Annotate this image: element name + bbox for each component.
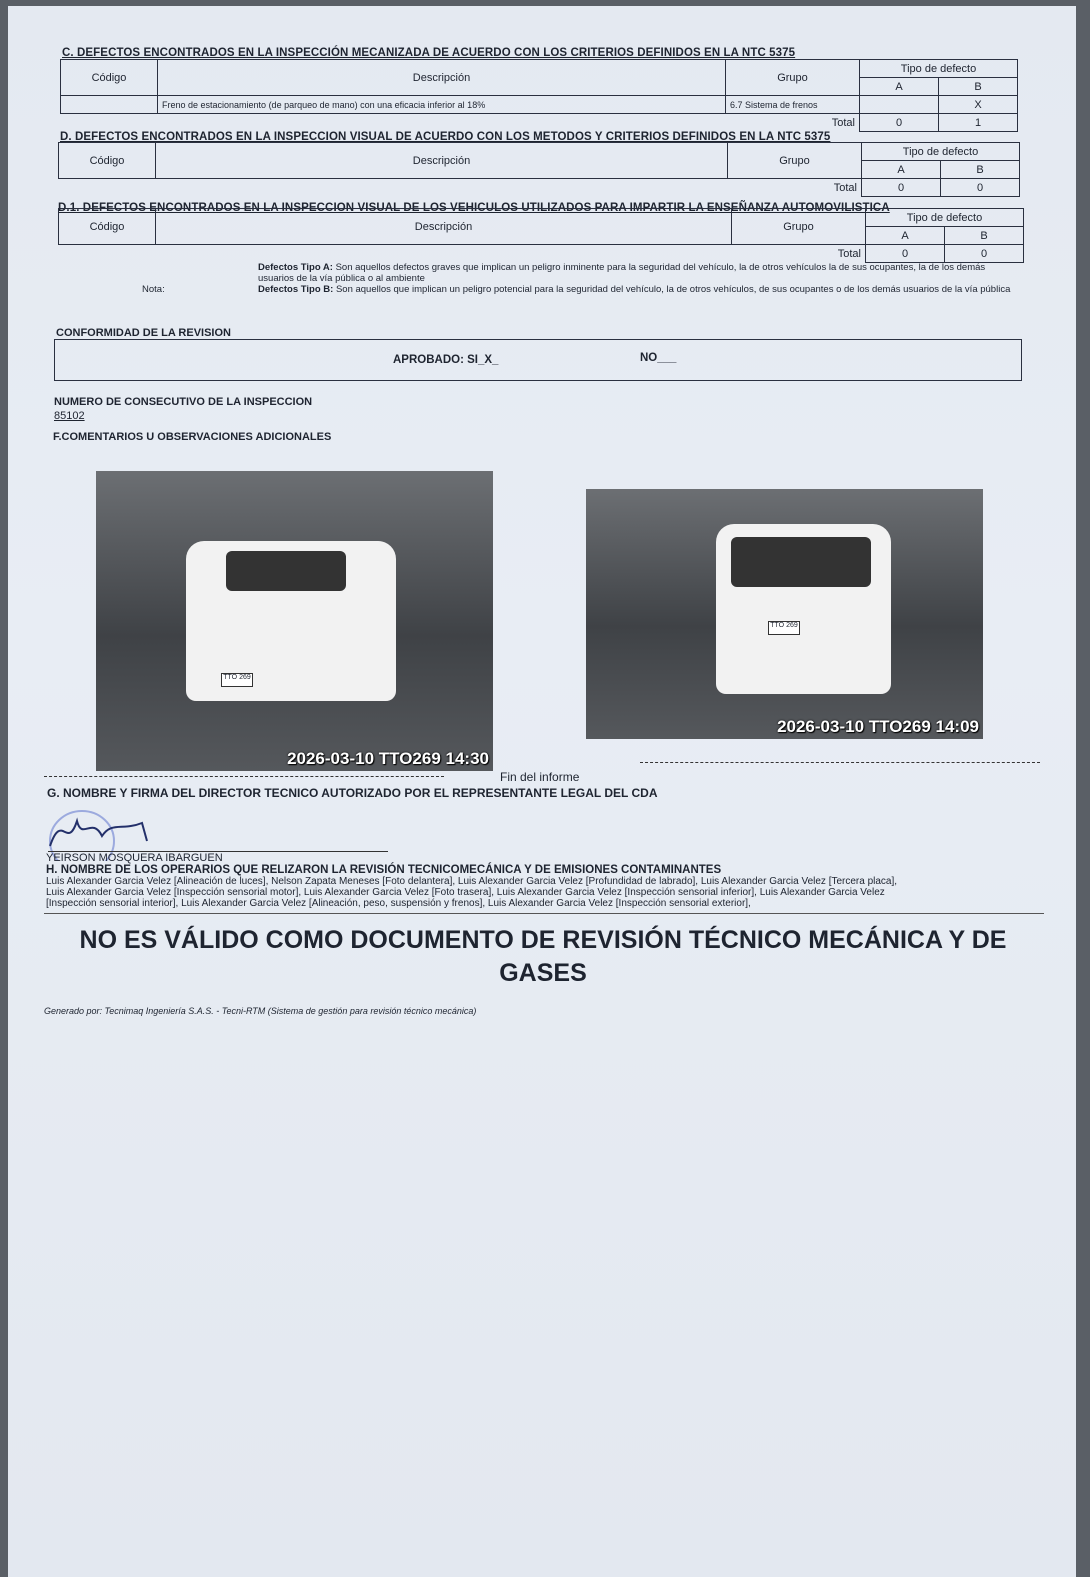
header-tipo: Tipo de defecto — [866, 209, 1024, 227]
director-title: G. NOMBRE Y FIRMA DEL DIRECTOR TECNICO AUTORIZADO POR EL REPRESENTANTE LEGAL DEL CDA — [47, 786, 658, 800]
conformidad-box — [54, 339, 1022, 381]
header-descripcion: Descripción — [156, 143, 728, 179]
divider — [640, 762, 1040, 763]
tipo-a-text: Son aquellos defectos graves que implican un peligro inminente para la seguridad del vehículo, la de otros vehículos la de sus ocupantes, la de los demás usuarios de la vía pública o al ambiente — [258, 262, 986, 284]
header-tipo: Tipo de defecto — [862, 143, 1020, 161]
conformidad-title: CONFORMIDAD DE LA REVISION — [56, 327, 231, 339]
header-b: B — [945, 227, 1024, 245]
photo-timestamp: 2026-03-10 TTO269 14:09 — [777, 717, 979, 736]
plate: TTO 269 — [221, 673, 253, 687]
document-page — [8, 6, 1076, 1577]
header-codigo: Código — [59, 209, 156, 245]
section-d1-title: D.1. DEFECTOS ENCONTRADOS EN LA INSPECCION VISUAL DE LOS VEHICULOS UTILIZADOS PARA IMPARTIR LA ENSEÑANZA AUTOMOVILISTICA — [58, 202, 890, 214]
nota-text — [258, 262, 1018, 295]
total-b: 1 — [939, 114, 1018, 132]
header-grupo: Grupo — [728, 143, 862, 179]
total-a: 0 — [860, 114, 939, 132]
nota-label: Nota: — [142, 284, 165, 295]
operarios-title: H. NOMBRE DE LOS OPERARIOS QUE RELIZARON LA REVISIÓN TECNICOMECÁNICA Y DE EMISIONES CONTAMINANTES — [46, 864, 722, 876]
director-name: YEIRSON MOSQUERA IBARGUEN — [46, 852, 223, 864]
plate: TTO 269 — [768, 621, 800, 635]
tipo-b-text: Son aquellos que implican un peligro potencial para la seguridad del vehículo, la de otros vehículos, de sus ocupantes o de los demás usuarios de la vía pública — [333, 284, 1011, 295]
header-grupo: Grupo — [726, 60, 860, 96]
header-b: B — [939, 78, 1018, 96]
total-b: 0 — [945, 245, 1024, 263]
consecutivo-label: NUMERO DE CONSECUTIVO DE LA INSPECCION — [54, 396, 313, 408]
fin-informe: Fin del informe — [500, 770, 580, 784]
header-b: B — [941, 161, 1020, 179]
front-photo — [96, 471, 493, 771]
cell-grupo: 6.7 Sistema de frenos — [726, 96, 860, 114]
table-row — [61, 96, 1018, 114]
header-descripcion: Descripción — [156, 209, 732, 245]
section-d-title: D. DEFECTOS ENCONTRADOS EN LA INSPECCION VISUAL DE ACUERDO CON LOS METODOS Y CRITERIOS DEFINIDOS EN LA NTC 5375 — [60, 131, 831, 143]
header-a: A — [860, 78, 939, 96]
section-c-table — [60, 59, 1018, 132]
total-a: 0 — [866, 245, 945, 263]
header-tipo: Tipo de defecto — [860, 60, 1018, 78]
cell-descripcion: Freno de estacionamiento (de parqueo de mano) con una eficacia inferior al 18% — [158, 96, 726, 114]
windshield — [226, 551, 346, 591]
operarios-line: Luis Alexander Garcia Velez [Alineación de luces], Nelson Zapata Meneses [Foto delantera], Luis Alexander Garcia Velez [Profundidad de labrado], Luis Alexander Garcia Velez [Tercera placa], — [46, 876, 898, 887]
aprobado-value: APROBADO: SI_X_ — [393, 354, 499, 366]
divider — [44, 776, 444, 777]
header-a: A — [866, 227, 945, 245]
operarios-list — [46, 876, 1046, 909]
cell-a — [860, 96, 939, 114]
rear-photo — [586, 489, 983, 739]
divider — [44, 913, 1044, 914]
total-label: Total — [833, 181, 857, 194]
total-label: Total — [831, 116, 855, 129]
total-label: Total — [837, 247, 861, 260]
cell-b: X — [939, 96, 1018, 114]
header-codigo: Código — [61, 60, 158, 96]
header-descripcion: Descripción — [158, 60, 726, 96]
comentarios-title: F.COMENTARIOS U OBSERVACIONES ADICIONALES — [53, 431, 332, 443]
footer-generated: Generado por: Tecnimaq Ingeniería S.A.S. - Tecni-RTM (Sistema de gestión para revisión técnico mecánica) — [44, 1006, 477, 1016]
header-grupo: Grupo — [732, 209, 866, 245]
operarios-line: Luis Alexander Garcia Velez [Inspección sensorial motor], Luis Alexander Garcia Velez [Foto trasera], Luis Alexander Garcia Velez [Inspección sensorial inferior], Luis Alexander Garcia Velez — [46, 887, 885, 898]
operarios-line: [Inspección sensorial interior], Luis Alexander Garcia Velez [Alineación, peso, suspensión y frenos], Luis Alexander Garcia Velez [Inspección sensorial exterior], — [46, 898, 751, 909]
section-c-title: C. DEFECTOS ENCONTRADOS EN LA INSPECCIÓN MECANIZADA DE ACUERDO CON LOS CRITERIOS DEFINIDOS EN LA NTC 5375 — [62, 47, 796, 59]
header-codigo: Código — [59, 143, 156, 179]
rear-window — [731, 537, 871, 587]
tipo-a-label: Defectos Tipo A: — [258, 262, 333, 273]
section-d-table — [58, 142, 1020, 197]
photo-timestamp: 2026-03-10 TTO269 14:30 — [287, 749, 489, 768]
section-d1-table — [58, 208, 1024, 263]
total-a: 0 — [862, 179, 941, 197]
invalid-warning: NO ES VÁLIDO COMO DOCUMENTO DE REVISIÓN TÉCNICO MECÁNICA Y DE GASES — [79, 926, 1007, 987]
header-a: A — [862, 161, 941, 179]
cell-codigo — [61, 96, 158, 114]
total-b: 0 — [941, 179, 1020, 197]
consecutivo-value: 85102 — [54, 410, 85, 422]
no-value: NO___ — [640, 352, 677, 364]
tipo-b-label: Defectos Tipo B: — [258, 284, 334, 295]
